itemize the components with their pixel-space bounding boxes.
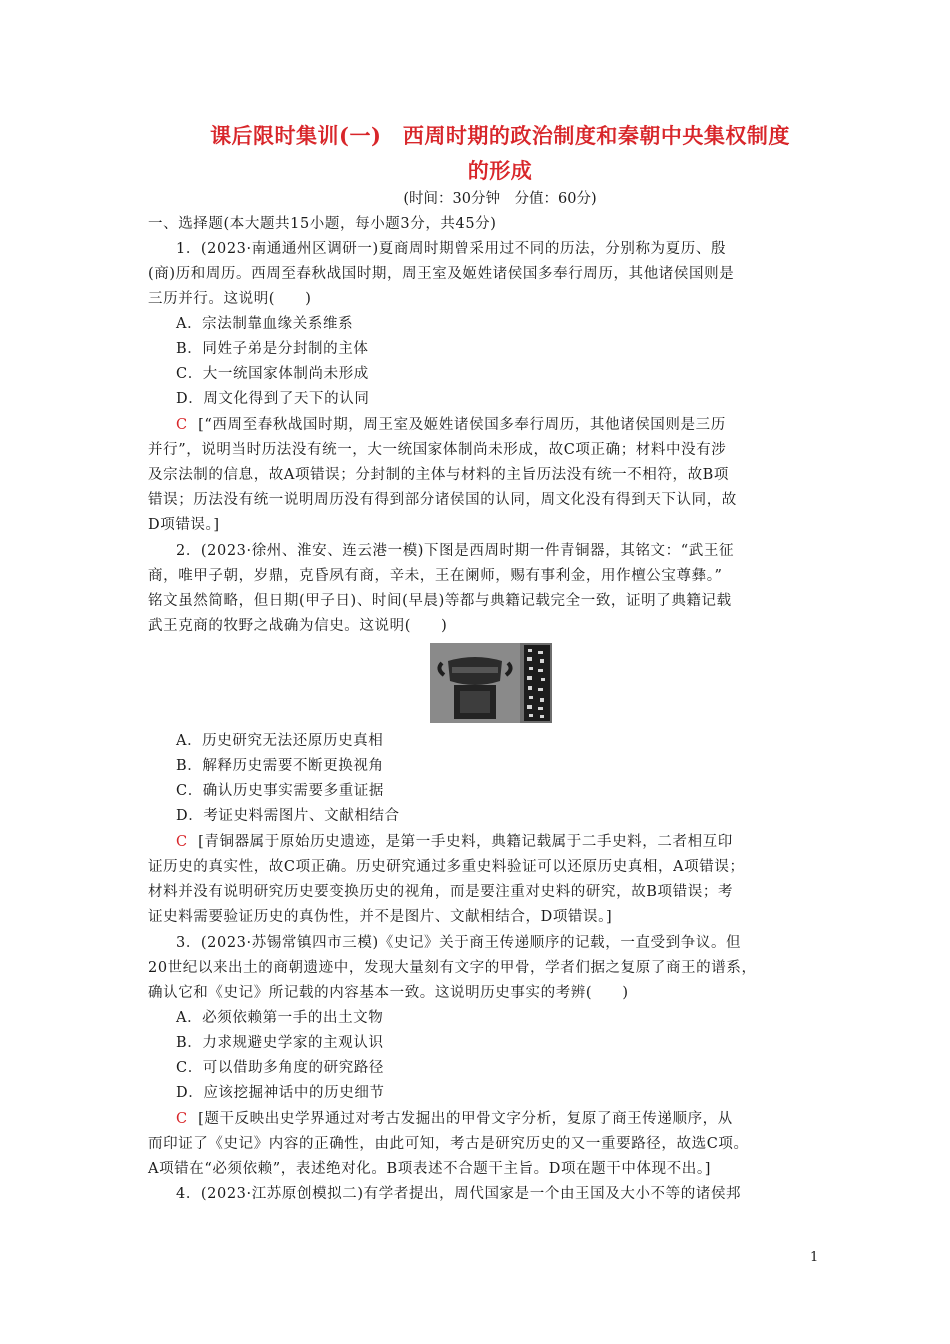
question-1-explanation: 及宗法制的信息，故A项错误；分封制的主体与材料的主旨历法没有统一不相符，故B项 [148, 467, 730, 483]
question-1-option-d: D．周文化得到了天下的认同 [176, 391, 370, 407]
time-score-info: (时间：30分钟 分值：60分) [403, 191, 597, 207]
question-2-explanation: 证史料需要验证历史的真伪性，并不是图片、文献相结合，D项错误。] [148, 909, 613, 925]
bronze-vessel-image [430, 643, 552, 723]
question-2-explanation: 证历史的真实性，故C项正确。历史研究通过多重史料验证可以还原历史真相，A项错误； [148, 859, 745, 875]
question-2-explanation: 材料并没有说明研究历史要变换历史的视角，而是要注重对史料的研究，故B项错误；考 [148, 884, 734, 900]
question-1-explanation: D项错误。] [148, 517, 220, 533]
question-3-explanation: 而印证了《史记》内容的正确性，由此可知，考古是研究历史的又一重要路径，故选C项。 [148, 1136, 749, 1152]
question-2-answer: C [176, 834, 188, 850]
question-3-option-a: A．必须依赖第一手的出土文物 [176, 1010, 384, 1026]
question-1-option-c: C．大一统国家体制尚未形成 [176, 366, 369, 382]
question-2-text: 商，唯甲子朝，岁鼎，克昏夙有商，辛未，王在阑师，赐有事利金，用作檀公宝尊彝。” [148, 568, 723, 584]
question-2-explanation: C [青铜器属于原始历史遗迹，是第一手史料，典籍记载属于二手史料，二者相互印 [176, 834, 733, 850]
question-2-text: 武王克商的牧野之战确为信史。这说明( ) [148, 618, 448, 634]
question-2-text: 2．(2023·徐州、淮安、连云港一模)下图是西周时期一件青铜器，其铭文：“武王征 [176, 543, 735, 559]
question-1-text: (商)历和周历。西周至春秋战国时期，周王室及姬姓诸侯国多奉行周历，其他诸侯国则是 [148, 266, 735, 282]
question-2-option-b: B．解释历史需要不断更换视角 [176, 758, 384, 774]
question-3-explanation: A项错在“必须依赖”，表述绝对化。B项表述不合题干主旨。D项在题干中体现不出。] [148, 1161, 711, 1177]
question-3-option-b: B．力求规避史学家的主观认识 [176, 1035, 384, 1051]
question-3-text: 确认它和《史记》所记载的内容基本一致。这说明历史事实的考辨( ) [148, 985, 629, 1001]
question-1-text: 1．(2023·南通通州区调研一)夏商周时期曾采用过不同的历法，分别称为夏历、殷 [176, 241, 727, 257]
question-3-text: 3．(2023·苏锡常镇四市三模)《史记》关于商王传递顺序的记载，一直受到争议。但 [176, 935, 742, 951]
question-3-option-d: D．应该挖掘神话中的历史细节 [176, 1085, 385, 1101]
question-2-option-d: D．考证史料需图片、文献相结合 [176, 808, 400, 824]
question-1-option-b: B．同姓子弟是分封制的主体 [176, 341, 369, 357]
page-number: 1 [810, 1250, 819, 1265]
question-1-text: 三历并行。这说明( ) [148, 291, 312, 307]
question-1-explanation: 并行”，说明当时历法没有统一，大一统国家体制尚未形成，故C项正确；材料中没有涉 [148, 442, 727, 458]
question-3-option-c: C．可以借助多角度的研究路径 [176, 1060, 384, 1076]
question-2-option-c: C．确认历史事实需要多重证据 [176, 783, 384, 799]
question-1-answer: C [176, 417, 188, 433]
question-3-text: 20世纪以来出土的商朝遗迹中，发现大量刻有文字的甲骨，学者们据之复原了商王的谱系， [148, 960, 757, 976]
question-3-explanation: C [题干反映出史学界通过对考古发掘出的甲骨文字分析，复原了商王传递顺序，从 [176, 1111, 733, 1127]
section-heading: 一、选择题(本大题共15小题，每小题3分，共45分) [148, 216, 497, 232]
question-2-text: 铭文虽然简略，但日期(甲子日)、时间(早晨)等都与典籍记载完全一致，证明了典籍记载 [148, 593, 732, 609]
question-1-option-a: A．宗法制靠血缘关系维系 [176, 316, 354, 332]
page-title: 课后限时集训(一) 西周时期的政治制度和秦朝中央集权制度 [210, 123, 790, 148]
question-1-explanation: 错误；历法没有统一说明周历没有得到部分诸侯国的认同，周文化没有得到天下认同，故 [148, 492, 737, 508]
page-title-continued: 的形成 [467, 158, 533, 183]
question-1-explanation: C [“西周至春秋战国时期，周王室及姬姓诸侯国多奉行周历，其他诸侯国则是三历 [176, 417, 726, 433]
question-2-option-a: A．历史研究无法还原历史真相 [176, 733, 384, 749]
question-4-text: 4．(2023·江苏原创模拟二)有学者提出，周代国家是一个由王国及大小不等的诸侯邦 [176, 1186, 742, 1202]
question-3-answer: C [176, 1111, 188, 1127]
